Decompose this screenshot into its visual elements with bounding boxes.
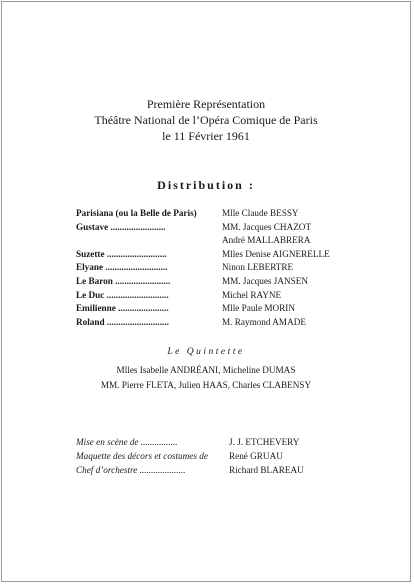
theatre-line: Théâtre National de l’Opéra Comique de Paris — [94, 113, 318, 127]
credit-name: René GRUAU — [229, 450, 283, 461]
cast-row — [76, 289, 366, 303]
quintette-line: MM. Pierre FLETA, Julien HAAS, Charles CLABENSY — [100, 380, 312, 390]
cast-role: Parisiana (ou la Belle de Paris) — [76, 208, 197, 218]
premiere-block — [2, 96, 410, 144]
cast-role: Gustave ........................ — [76, 221, 166, 232]
program-page — [1, 1, 411, 582]
credit-name: Richard BLAREAU — [229, 464, 304, 475]
credit-row — [76, 450, 376, 464]
distribution-heading: Distribution : — [157, 178, 255, 192]
cast-actor: Ninon LEBERTRE — [222, 262, 294, 273]
cast-role: Le Duc ........................... — [76, 289, 169, 300]
cast-list — [76, 207, 366, 329]
quintette-line: Mlles Isabelle ANDRÉANI, Micheline DUMAS — [116, 365, 296, 375]
cast-actor: MM. Jacques CHAZOT — [222, 221, 312, 232]
credit-role: Maquette des décors et costumes de — [76, 450, 208, 461]
cast-row — [76, 261, 366, 275]
premiere-line: Première Représentation — [146, 97, 266, 111]
cast-role: Roland ........................... — [76, 316, 169, 327]
credit-row — [76, 464, 376, 478]
cast-role: Elyane ........................... — [76, 262, 168, 273]
credits-list — [76, 436, 376, 477]
cast-actor: Mlle Claude BESSY — [222, 208, 299, 218]
credit-name: J. J. ETCHEVERY — [229, 437, 300, 447]
cast-row — [76, 234, 366, 248]
cast-role — [76, 234, 222, 248]
cast-row — [76, 316, 366, 330]
cast-actor: Mlle Paule MORIN — [222, 303, 295, 314]
quintette-heading: Le Quintette — [167, 347, 245, 357]
credit-role: Mise en scène de ................ — [76, 437, 178, 447]
cast-actor: M. Raymond AMADE — [222, 316, 306, 327]
cast-role: Le Baron ........................ — [76, 275, 171, 286]
credit-row — [76, 436, 376, 450]
cast-actor: Mlles Denise AIGNERELLE — [222, 248, 330, 259]
quintette-block — [2, 363, 410, 393]
cast-row — [76, 275, 366, 289]
cast-actor: André MALLABRERA — [222, 235, 311, 246]
date-line: le 11 Février 1961 — [162, 129, 250, 143]
cast-row — [76, 221, 366, 235]
cast-actor: Michel RAYNE — [222, 289, 282, 300]
cast-actor: MM. Jacques JANSEN — [222, 275, 309, 286]
credit-role: Chef d’orchestre .................... — [76, 464, 186, 475]
cast-role: Suzette .......................... — [76, 248, 167, 259]
cast-row — [76, 248, 366, 262]
cast-role: Emilienne ...................... — [76, 303, 169, 314]
cast-row — [76, 302, 366, 316]
cast-row — [76, 207, 366, 221]
